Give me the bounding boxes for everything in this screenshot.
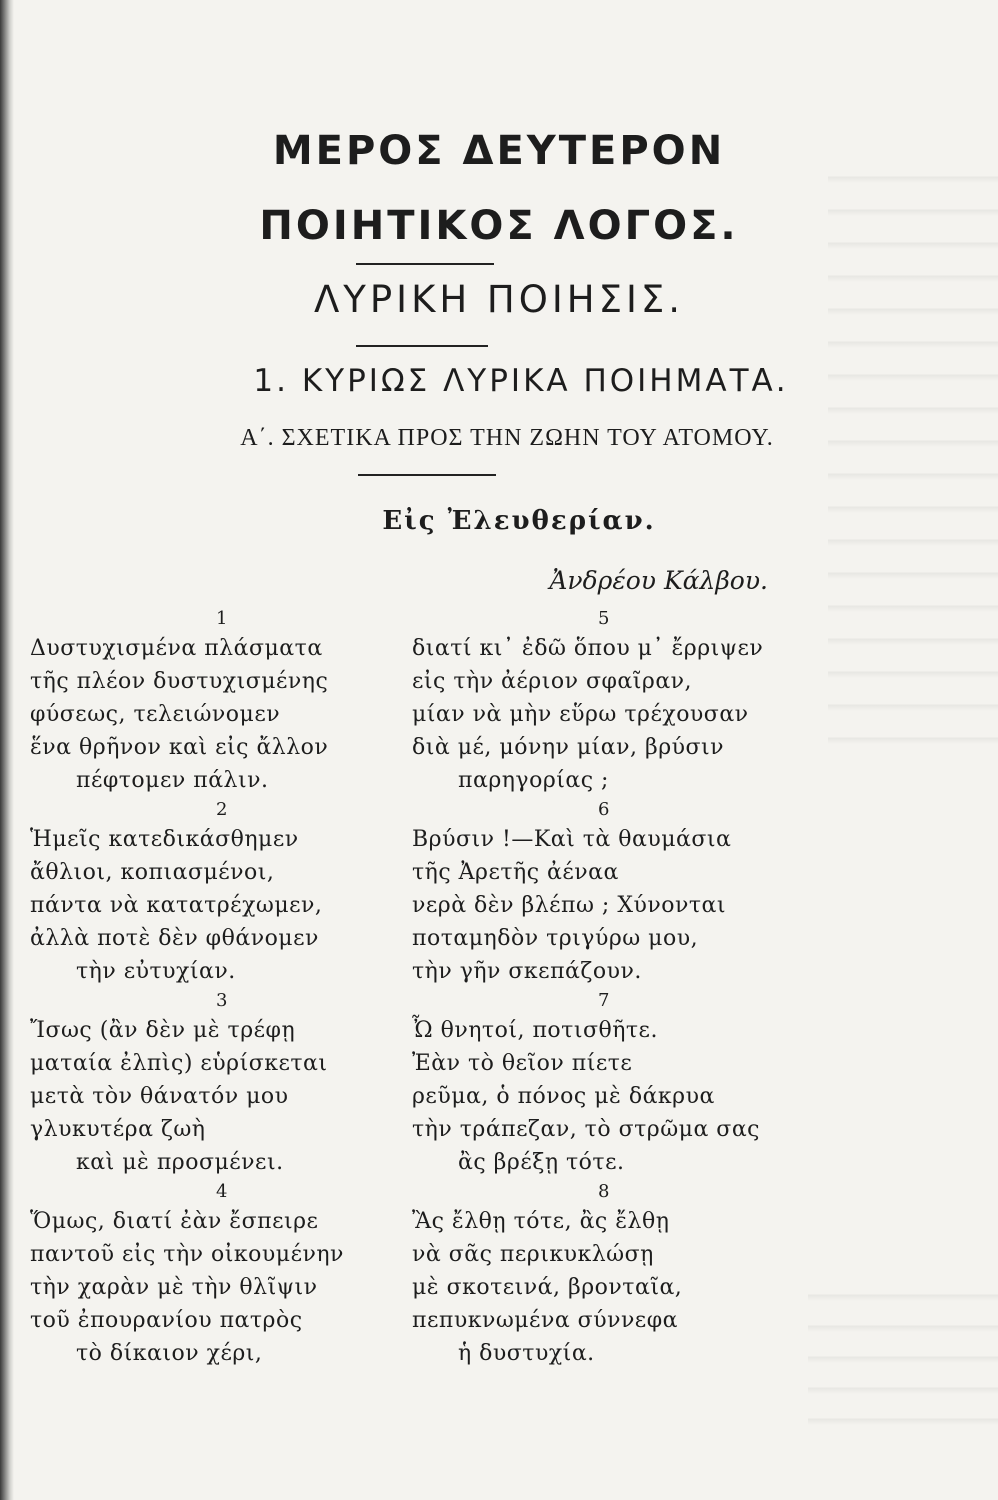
divider [358, 474, 496, 476]
verse-line: Βρύσιν !—Καὶ τὰ θαυμάσια [412, 827, 732, 852]
stanza-number: 7 [598, 990, 610, 1011]
verse-line: Ἡμεῖς κατεδικάσθημεν [30, 827, 299, 852]
verse-line: φύσεως, τελειώνομεν [30, 702, 281, 727]
category-heading: Α΄. ΣΧΕΤΙΚΑ ΠΡΟΣ ΤΗΝ ΖΩΗΝ ΤΟΥ ΑΤΟΜΟΥ. [240, 425, 774, 451]
stanza [412, 988, 792, 1179]
verse-line: τῆς πλέον δυστυχισμένης [30, 669, 329, 694]
verse-line: εἰς τὴν ἀέριον σφαῖραν, [412, 669, 693, 694]
verse-line-short: ἂς βρέξῃ τότε. [458, 1150, 625, 1175]
stanza [412, 1179, 792, 1370]
verse-line: Δυστυχισμένα πλάσματα [30, 636, 323, 661]
verse-line: νερὰ δὲν βλέπω ; Χύνονται [412, 893, 727, 918]
bleed-through-text [808, 1270, 998, 1430]
verse-line: Ὦ θνητοί, ποτισθῆτε. [412, 1018, 658, 1043]
verse-line: διὰ μέ, μόνην μίαν, βρύσιν [412, 735, 725, 760]
verse-line: ἄθλιοι, κοπιασμένοι, [30, 860, 275, 885]
verse-line: ἀλλὰ ποτὲ δὲν φθάνομεν [30, 926, 319, 951]
verse-line: νὰ σᾶς περικυκλώσῃ [412, 1242, 654, 1267]
verse-line: ματαία ἐλπὶς) εὑρίσκεται [30, 1051, 328, 1076]
verse-line-short: ἡ δυστυχία. [458, 1341, 595, 1366]
stanza-number: 4 [216, 1181, 228, 1202]
verse-line: μὲ σκοτεινά, βρονταῖα, [412, 1275, 683, 1300]
verse-line: τῆς Ἀρετῆς ἀέναα [412, 860, 619, 885]
verse-line: μίαν νὰ μὴν εὕρω τρέχουσαν [412, 702, 749, 727]
verse-line-short: παρηγορίας ; [458, 768, 609, 793]
verse-line-short: τὴν γῆν σκεπάζουν. [412, 959, 642, 984]
stanza [30, 606, 410, 797]
stanza [30, 797, 410, 988]
verse-line: τὴν χαρὰν μὲ τὴν θλῖψιν [30, 1275, 318, 1300]
verse-line-short: τὴν εὐτυχίαν. [76, 959, 236, 984]
verse-line: πάντα νὰ κατατρέχωμεν, [30, 893, 323, 918]
stanza-number: 1 [216, 608, 228, 629]
verse-line: Ἂς ἔλθῃ τότε, ἂς ἔλθῃ [412, 1209, 670, 1234]
verse-line: γλυκυτέρα ζωὴ [30, 1117, 206, 1142]
stanza-number: 8 [598, 1181, 610, 1202]
verse-line: ποταμηδὸν τριγύρω μου, [412, 926, 699, 951]
verse-line: ἕνα θρῆνον καὶ εἰς ἄλλον [30, 735, 329, 760]
stanza-number: 3 [216, 990, 228, 1011]
poem-column-right [412, 606, 792, 1370]
subsection-heading: ΛΥΡΙΚΗ ΠΟΙΗΣΙΣ. [313, 278, 685, 321]
verse-line: τοῦ ἐπουρανίου πατρὸς [30, 1308, 303, 1333]
verse-line: τὴν τράπεζαν, τὸ στρῶμα σας [412, 1117, 760, 1142]
verse-line-short: πέφτομεν πάλιν. [76, 768, 269, 793]
verse-line: παντοῦ εἰς τὴν οἰκουμένην [30, 1242, 344, 1267]
verse-line: ρεῦμα, ὁ πόνος μὲ δάκρυα [412, 1084, 715, 1109]
stanza [412, 797, 792, 988]
poem-title: Εἰς Ἐλευθερίαν. [382, 506, 656, 536]
poem-author: Ἀνδρέου Κάλβου. [549, 566, 768, 595]
stanza-number: 6 [598, 799, 610, 820]
divider [356, 345, 488, 347]
stanza [30, 1179, 410, 1370]
verse-line-short: καὶ μὲ προσμένει. [76, 1150, 284, 1175]
verse-line: μετὰ τὸν θάνατόν μου [30, 1084, 289, 1109]
verse-line: Ἴσως (ἂν δὲν μὲ τρέφῃ [30, 1018, 296, 1043]
divider [356, 263, 494, 265]
verse-line-short: τὸ δίκαιον χέρι, [76, 1341, 263, 1366]
stanza-number: 2 [216, 799, 228, 820]
poem-column-left [30, 606, 410, 1370]
part-heading: ΜΕΡΟΣ ΔΕΥΤΕΡΟΝ [272, 128, 726, 174]
stanza [30, 988, 410, 1179]
verse-line: διατί κι᾽ ἐδῶ ὅπου μ᾽ ἔρριψεν [412, 636, 764, 661]
verse-line: Ἐὰν τὸ θεῖον πίετε [412, 1051, 633, 1076]
section-heading: ΠΟΙΗΤΙΚΟΣ ΛΟΓΟΣ. [259, 203, 739, 249]
verse-line: πεπυκνωμένα σύννεφα [412, 1308, 678, 1333]
chapter-heading: 1. ΚΥΡΙΩΣ ΛΥΡΙΚΑ ΠΟΙΗΜΑΤΑ. [253, 363, 789, 399]
stanza-number: 5 [598, 608, 610, 629]
verse-line: Ὅμως, διατί ἐὰν ἔσπειρε [30, 1209, 319, 1234]
stanza [412, 606, 792, 797]
